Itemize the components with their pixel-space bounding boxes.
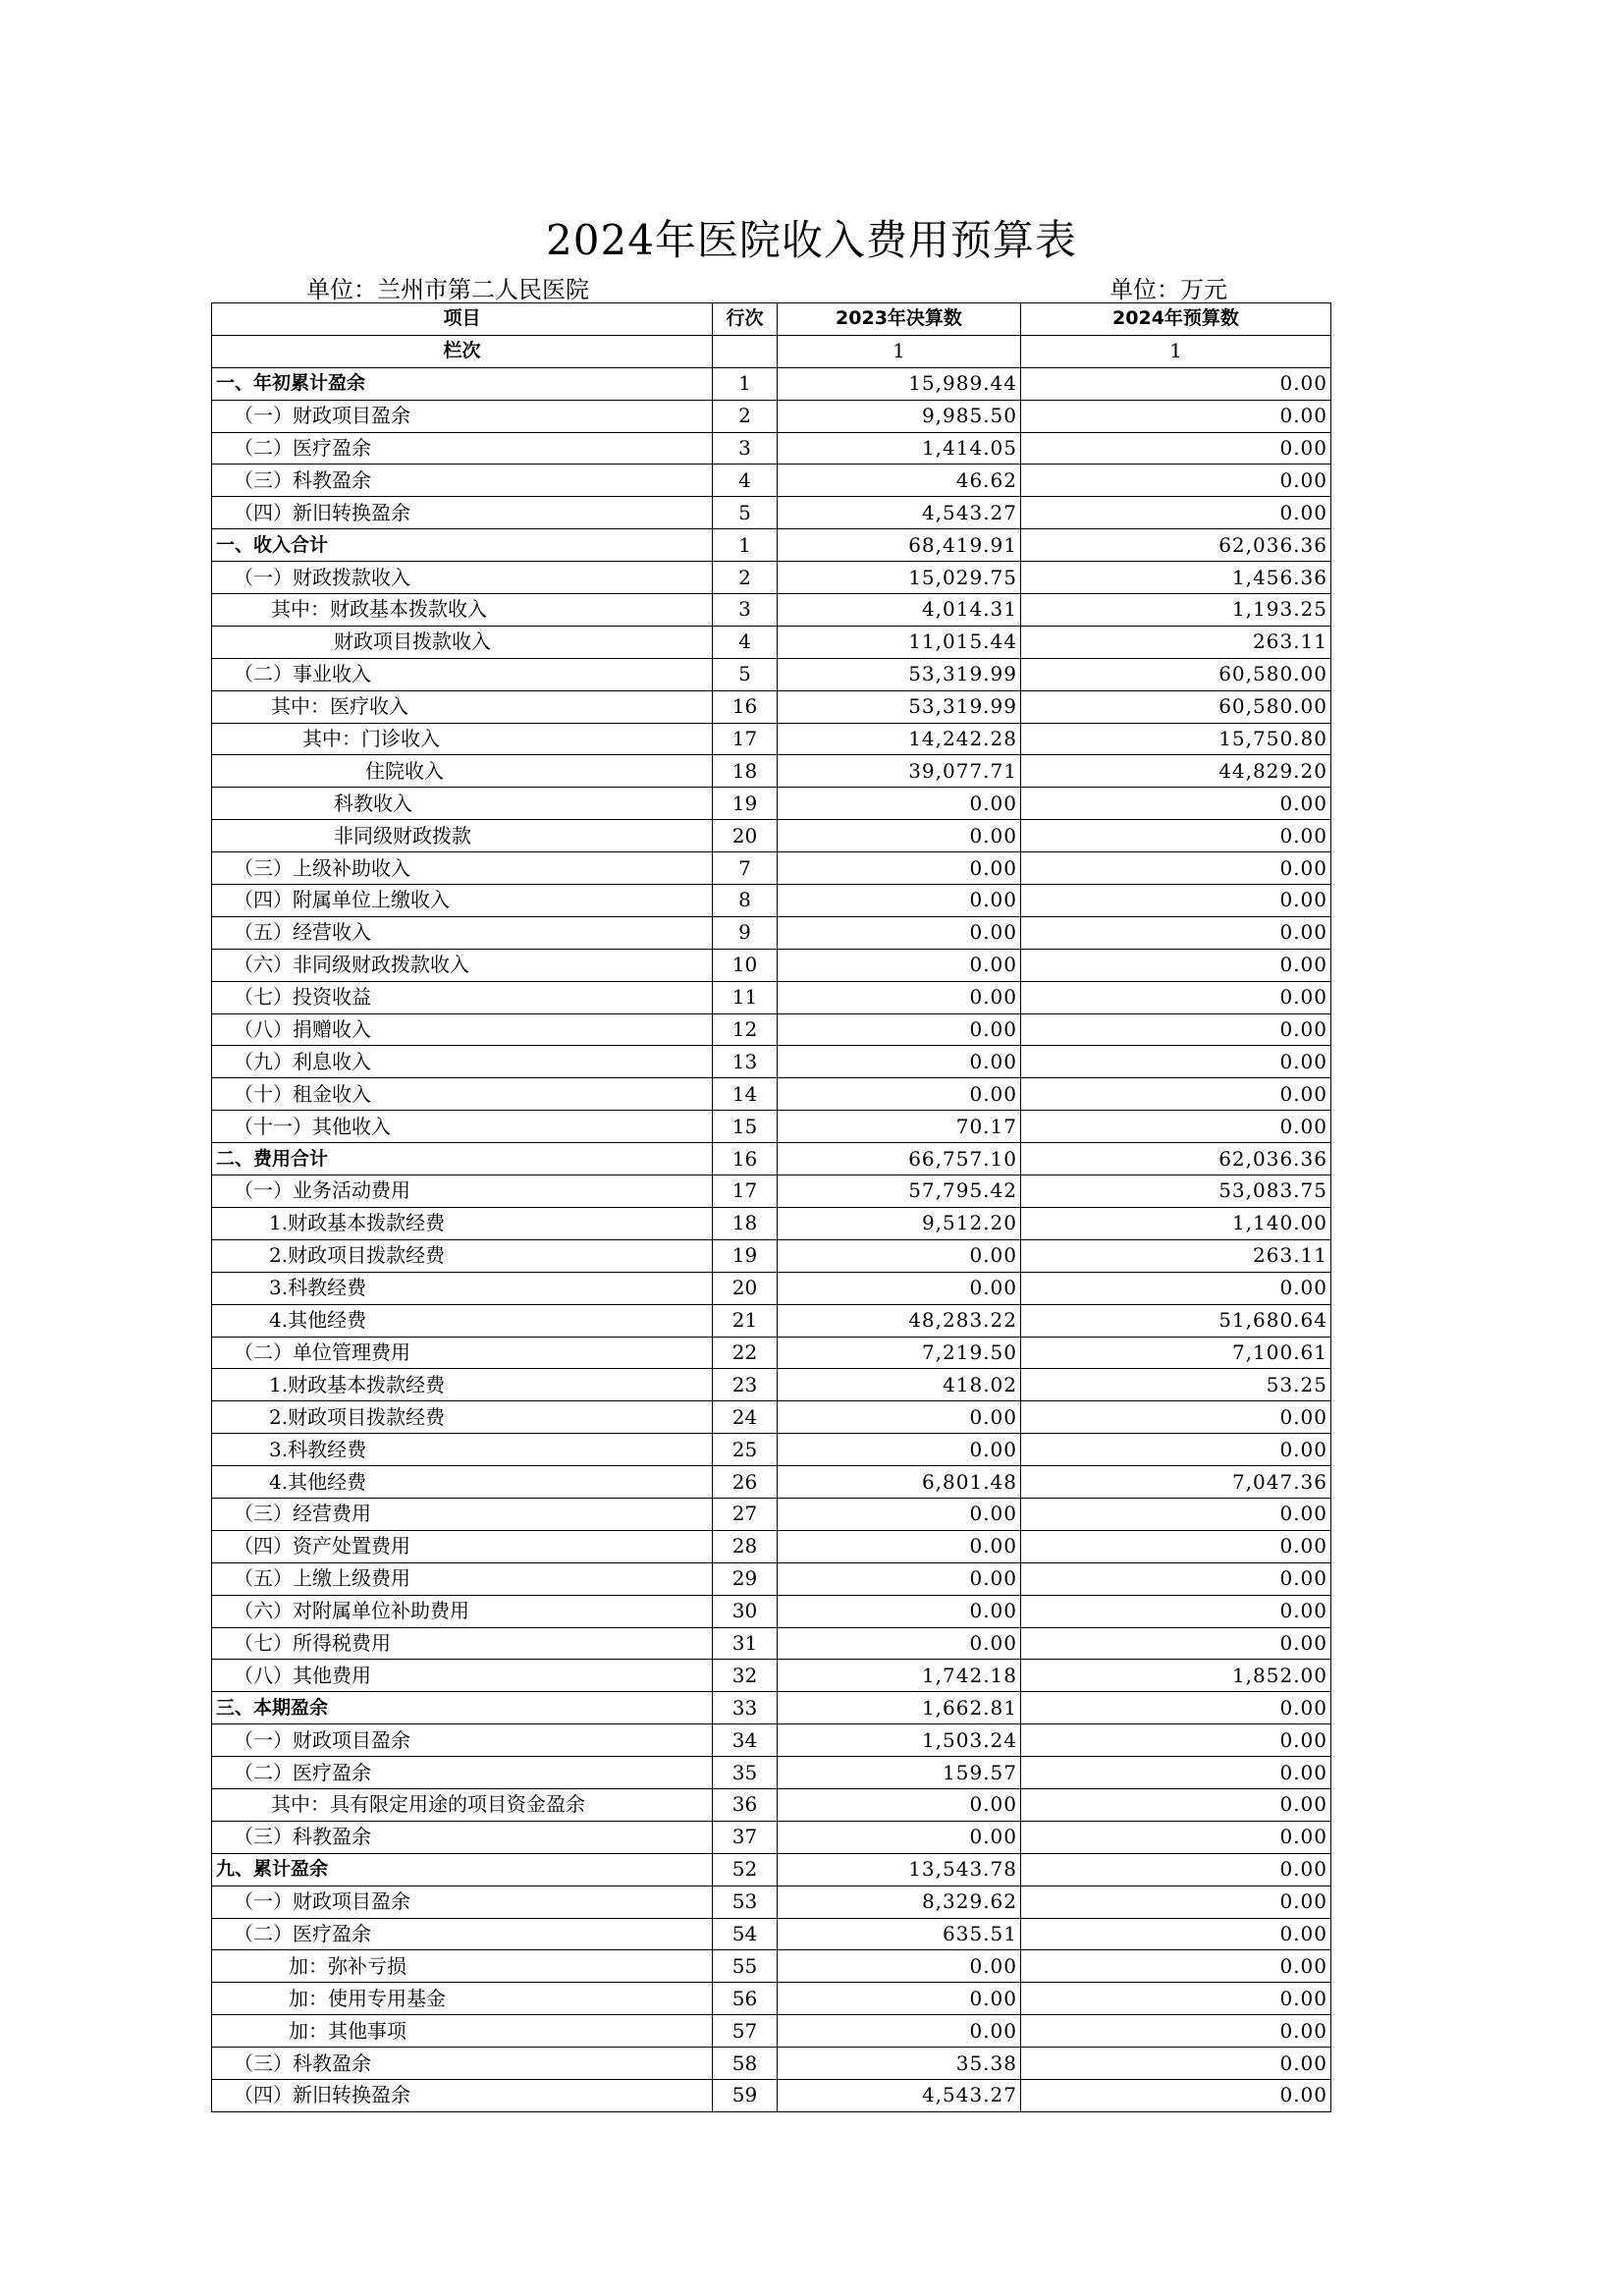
row-value-2023: 1,503.24 [778, 1724, 1021, 1757]
row-item-name: （三）科教盈余 [212, 2048, 713, 2080]
table-row [212, 2048, 1331, 2080]
row-value-2024: 0.00 [1021, 465, 1331, 497]
row-value-2024: 0.00 [1021, 1853, 1331, 1886]
row-item-name: （四）附属单位上缴收入 [212, 885, 713, 917]
row-value-2024: 263.11 [1021, 1239, 1331, 1272]
row-line-number: 36 [713, 1788, 778, 1821]
row-item-name: （二）医疗盈余 [212, 432, 713, 465]
row-line-number: 23 [713, 1369, 778, 1401]
row-item-name: 二、费用合计 [212, 1143, 713, 1175]
row-value-2023: 0.00 [778, 788, 1021, 820]
row-value-2023: 14,242.28 [778, 723, 1021, 755]
row-line-number: 5 [713, 497, 778, 529]
row-item-name: 九、累计盈余 [212, 1853, 713, 1886]
row-value-2024: 0.00 [1021, 1886, 1331, 1918]
row-value-2024: 62,036.36 [1021, 529, 1331, 562]
row-item-name: （八）捐赠收入 [212, 1013, 713, 1046]
row-line-number: 8 [713, 885, 778, 917]
table-row [212, 626, 1331, 658]
row-value-2023: 0.00 [778, 820, 1021, 852]
row-item-name: （四）新旧转换盈余 [212, 497, 713, 529]
table-row [212, 1078, 1331, 1111]
row-item-name: （六）非同级财政拨款收入 [212, 949, 713, 981]
row-value-2024: 7,047.36 [1021, 1466, 1331, 1499]
row-item-name: （二）单位管理费用 [212, 1337, 713, 1369]
row-value-2023: 39,077.71 [778, 755, 1021, 788]
row-item-name: 4.其他经费 [212, 1304, 713, 1337]
row-value-2024: 0.00 [1021, 2048, 1331, 2080]
table-row [212, 1111, 1331, 1143]
row-line-number: 2 [713, 562, 778, 594]
row-line-number: 3 [713, 432, 778, 465]
row-item-name: （四）资产处置费用 [212, 1530, 713, 1562]
table-row [212, 949, 1331, 981]
row-value-2023: 13,543.78 [778, 1853, 1021, 1886]
row-value-2024: 62,036.36 [1021, 1143, 1331, 1175]
table-row [212, 916, 1331, 949]
row-line-number: 10 [713, 949, 778, 981]
table-row [212, 658, 1331, 690]
row-item-name: 一、年初累计盈余 [212, 367, 713, 400]
row-value-2024: 7,100.61 [1021, 1337, 1331, 1369]
table-row [212, 1983, 1331, 2015]
row-item-name: （五）经营收入 [212, 916, 713, 949]
row-value-2024: 0.00 [1021, 1498, 1331, 1530]
row-value-2023: 9,512.20 [778, 1207, 1021, 1239]
row-value-2024: 0.00 [1021, 1788, 1331, 1821]
row-value-2023: 35.38 [778, 2048, 1021, 2080]
row-line-number: 33 [713, 1692, 778, 1724]
row-line-number: 3 [713, 594, 778, 627]
row-line-number: 25 [713, 1434, 778, 1466]
row-item-name: （十）租金收入 [212, 1078, 713, 1111]
table-row [212, 2015, 1331, 2048]
header-2024: 2024年预算数 [1021, 303, 1331, 336]
row-item-name: 2.财政项目拨款经费 [212, 1239, 713, 1272]
row-item-name: 加：其他事项 [212, 2015, 713, 2048]
row-value-2024: 0.00 [1021, 981, 1331, 1013]
row-value-2023: 9,985.50 [778, 400, 1021, 432]
row-line-number: 18 [713, 755, 778, 788]
row-value-2023: 0.00 [778, 1434, 1021, 1466]
row-line-number: 16 [713, 1143, 778, 1175]
row-value-2024: 0.00 [1021, 1111, 1331, 1143]
row-item-name: 其中：门诊收入 [212, 723, 713, 755]
row-value-2023: 15,989.44 [778, 367, 1021, 400]
row-item-name: 2.财政项目拨款经费 [212, 1401, 713, 1434]
row-value-2024: 0.00 [1021, 1434, 1331, 1466]
table-row [212, 1918, 1331, 1950]
table-row [212, 465, 1331, 497]
row-value-2023: 1,414.05 [778, 432, 1021, 465]
table-row [212, 1207, 1331, 1239]
row-value-2024: 0.00 [1021, 1627, 1331, 1660]
row-value-2024: 15,750.80 [1021, 723, 1331, 755]
table-row [212, 1013, 1331, 1046]
currency-unit-label: 单位：万元 [1109, 276, 1227, 303]
row-line-number: 19 [713, 788, 778, 820]
row-line-number: 14 [713, 1078, 778, 1111]
row-item-name: 3.科教经费 [212, 1272, 713, 1304]
row-line-number: 32 [713, 1660, 778, 1692]
row-value-2024: 0.00 [1021, 432, 1331, 465]
row-line-number: 57 [713, 2015, 778, 2048]
row-item-name: （一）财政项目盈余 [212, 400, 713, 432]
table-row [212, 1627, 1331, 1660]
table-row [212, 594, 1331, 627]
subheader-line [713, 335, 778, 367]
header-item: 项目 [212, 303, 713, 336]
table-row [212, 1950, 1331, 1983]
row-value-2023: 68,419.91 [778, 529, 1021, 562]
row-value-2024: 0.00 [1021, 1692, 1331, 1724]
row-value-2024: 0.00 [1021, 1562, 1331, 1595]
row-line-number: 4 [713, 465, 778, 497]
row-item-name: 科教收入 [212, 788, 713, 820]
page-title: 2024年医院收入费用预算表 [546, 216, 1077, 264]
table-row [212, 1724, 1331, 1757]
row-value-2024: 0.00 [1021, 2079, 1331, 2111]
table-row [212, 1401, 1331, 1434]
table-row [212, 755, 1331, 788]
table-row [212, 1692, 1331, 1724]
row-value-2024: 0.00 [1021, 2015, 1331, 2048]
table-row [212, 885, 1331, 917]
row-value-2024: 0.00 [1021, 949, 1331, 981]
row-value-2024: 0.00 [1021, 788, 1331, 820]
row-value-2023: 57,795.42 [778, 1175, 1021, 1208]
row-item-name: （五）上缴上级费用 [212, 1562, 713, 1595]
table-row [212, 1272, 1331, 1304]
row-value-2023: 0.00 [778, 1562, 1021, 1595]
subheader-2024: 1 [1021, 335, 1331, 367]
row-value-2024: 0.00 [1021, 1078, 1331, 1111]
row-item-name: （二）医疗盈余 [212, 1918, 713, 1950]
row-item-name: （三）经营费用 [212, 1498, 713, 1530]
row-value-2024: 0.00 [1021, 497, 1331, 529]
subheader-2023: 1 [778, 335, 1021, 367]
row-line-number: 12 [713, 1013, 778, 1046]
row-value-2023: 0.00 [778, 916, 1021, 949]
row-value-2023: 15,029.75 [778, 562, 1021, 594]
row-line-number: 26 [713, 1466, 778, 1499]
table-row [212, 367, 1331, 400]
row-line-number: 56 [713, 1983, 778, 2015]
row-value-2023: 11,015.44 [778, 626, 1021, 658]
row-value-2023: 0.00 [778, 1401, 1021, 1434]
row-value-2024: 1,852.00 [1021, 1660, 1331, 1692]
row-line-number: 30 [713, 1595, 778, 1627]
table-row [212, 1498, 1331, 1530]
table-row [212, 1046, 1331, 1078]
row-line-number: 16 [713, 690, 778, 723]
row-value-2023: 0.00 [778, 2015, 1021, 2048]
row-value-2023: 53,319.99 [778, 690, 1021, 723]
row-line-number: 15 [713, 1111, 778, 1143]
table-row [212, 723, 1331, 755]
row-line-number: 28 [713, 1530, 778, 1562]
row-line-number: 20 [713, 820, 778, 852]
row-value-2024: 0.00 [1021, 1950, 1331, 1983]
row-item-name: 其中：财政基本拨款收入 [212, 594, 713, 627]
table-subheader-row [212, 335, 1331, 367]
table-row [212, 690, 1331, 723]
row-line-number: 5 [713, 658, 778, 690]
row-item-name: （七）所得税费用 [212, 1627, 713, 1660]
row-item-name: （四）新旧转换盈余 [212, 2079, 713, 2111]
row-value-2024: 1,456.36 [1021, 562, 1331, 594]
row-line-number: 7 [713, 852, 778, 885]
row-value-2023: 0.00 [778, 1530, 1021, 1562]
row-item-name: 加：使用专用基金 [212, 1983, 713, 2015]
row-value-2023: 0.00 [778, 981, 1021, 1013]
row-value-2023: 0.00 [778, 1821, 1021, 1853]
row-line-number: 19 [713, 1239, 778, 1272]
row-item-name: （一）业务活动费用 [212, 1175, 713, 1208]
row-value-2023: 0.00 [778, 1595, 1021, 1627]
row-item-name: （三）上级补助收入 [212, 852, 713, 885]
table-row [212, 2079, 1331, 2111]
row-item-name: （二）事业收入 [212, 658, 713, 690]
table-row [212, 1337, 1331, 1369]
row-line-number: 21 [713, 1304, 778, 1337]
row-value-2024: 0.00 [1021, 1724, 1331, 1757]
row-value-2023: 0.00 [778, 1013, 1021, 1046]
row-line-number: 17 [713, 723, 778, 755]
row-value-2024: 51,680.64 [1021, 1304, 1331, 1337]
row-value-2024: 0.00 [1021, 885, 1331, 917]
row-line-number: 52 [713, 1853, 778, 1886]
budget-table [211, 302, 1331, 2112]
table-row [212, 1143, 1331, 1175]
row-line-number: 4 [713, 626, 778, 658]
row-line-number: 58 [713, 2048, 778, 2080]
row-value-2023: 0.00 [778, 1627, 1021, 1660]
row-value-2023: 8,329.62 [778, 1886, 1021, 1918]
row-item-name: 其中：具有限定用途的项目资金盈余 [212, 1788, 713, 1821]
organization-label: 单位：兰州市第二人民医院 [306, 276, 589, 303]
row-item-name: 非同级财政拨款 [212, 820, 713, 852]
row-value-2023: 48,283.22 [778, 1304, 1021, 1337]
row-value-2023: 46.62 [778, 465, 1021, 497]
row-item-name: （六）对附属单位补助费用 [212, 1595, 713, 1627]
table-row [212, 1595, 1331, 1627]
table-row [212, 1757, 1331, 1789]
row-item-name: 4.其他经费 [212, 1466, 713, 1499]
row-line-number: 2 [713, 400, 778, 432]
row-value-2024: 0.00 [1021, 820, 1331, 852]
row-line-number: 24 [713, 1401, 778, 1434]
row-line-number: 17 [713, 1175, 778, 1208]
row-value-2023: 1,662.81 [778, 1692, 1021, 1724]
row-line-number: 55 [713, 1950, 778, 1983]
row-value-2023: 0.00 [778, 1078, 1021, 1111]
table-row [212, 1821, 1331, 1853]
row-item-name: （三）科教盈余 [212, 465, 713, 497]
row-item-name: 三、本期盈余 [212, 1692, 713, 1724]
table-row [212, 1788, 1331, 1821]
row-item-name: （二）医疗盈余 [212, 1757, 713, 1789]
row-value-2024: 0.00 [1021, 1013, 1331, 1046]
table-header-row [212, 303, 1331, 336]
row-line-number: 29 [713, 1562, 778, 1595]
row-value-2024: 0.00 [1021, 1595, 1331, 1627]
row-value-2024: 0.00 [1021, 1757, 1331, 1789]
row-value-2024: 0.00 [1021, 1918, 1331, 1950]
row-value-2023: 7,219.50 [778, 1337, 1021, 1369]
table-row [212, 1530, 1331, 1562]
table-row [212, 432, 1331, 465]
table-row [212, 1886, 1331, 1918]
row-item-name: 住院收入 [212, 755, 713, 788]
row-item-name: 1.财政基本拨款经费 [212, 1369, 713, 1401]
row-value-2023: 53,319.99 [778, 658, 1021, 690]
row-line-number: 9 [713, 916, 778, 949]
table-row [212, 820, 1331, 852]
row-value-2023: 0.00 [778, 1272, 1021, 1304]
row-value-2023: 418.02 [778, 1369, 1021, 1401]
row-value-2023: 4,014.31 [778, 594, 1021, 627]
table-row [212, 529, 1331, 562]
row-line-number: 59 [713, 2079, 778, 2111]
row-value-2023: 4,543.27 [778, 2079, 1021, 2111]
row-item-name: 一、收入合计 [212, 529, 713, 562]
row-value-2024: 0.00 [1021, 1983, 1331, 2015]
row-line-number: 22 [713, 1337, 778, 1369]
row-value-2023: 70.17 [778, 1111, 1021, 1143]
row-value-2024: 0.00 [1021, 1530, 1331, 1562]
table-row [212, 1175, 1331, 1208]
row-line-number: 13 [713, 1046, 778, 1078]
row-line-number: 1 [713, 367, 778, 400]
row-value-2023: 0.00 [778, 1950, 1021, 1983]
row-value-2024: 0.00 [1021, 1046, 1331, 1078]
row-value-2024: 60,580.00 [1021, 658, 1331, 690]
row-value-2024: 53,083.75 [1021, 1175, 1331, 1208]
row-item-name: 3.科教经费 [212, 1434, 713, 1466]
row-item-name: （一）财政项目盈余 [212, 1886, 713, 1918]
row-value-2024: 0.00 [1021, 1272, 1331, 1304]
row-value-2024: 1,140.00 [1021, 1207, 1331, 1239]
row-item-name: （十一）其他收入 [212, 1111, 713, 1143]
row-value-2023: 4,543.27 [778, 497, 1021, 529]
table-row [212, 788, 1331, 820]
row-line-number: 31 [713, 1627, 778, 1660]
row-value-2024: 0.00 [1021, 916, 1331, 949]
row-value-2024: 0.00 [1021, 400, 1331, 432]
row-item-name: 其中：医疗收入 [212, 690, 713, 723]
row-line-number: 34 [713, 1724, 778, 1757]
subheader-label: 栏次 [212, 335, 713, 367]
row-value-2024: 0.00 [1021, 367, 1331, 400]
row-value-2023: 1,742.18 [778, 1660, 1021, 1692]
row-value-2024: 263.11 [1021, 626, 1331, 658]
table-row [212, 1853, 1331, 1886]
row-line-number: 37 [713, 1821, 778, 1853]
row-item-name: （三）科教盈余 [212, 1821, 713, 1853]
row-value-2023: 0.00 [778, 1498, 1021, 1530]
row-value-2024: 1,193.25 [1021, 594, 1331, 627]
table-row [212, 1369, 1331, 1401]
header-2023: 2023年决算数 [778, 303, 1021, 336]
table-row [212, 1304, 1331, 1337]
row-value-2024: 44,829.20 [1021, 755, 1331, 788]
row-line-number: 35 [713, 1757, 778, 1789]
row-value-2023: 0.00 [778, 885, 1021, 917]
row-value-2024: 0.00 [1021, 1821, 1331, 1853]
row-value-2024: 53.25 [1021, 1369, 1331, 1401]
table-row [212, 1239, 1331, 1272]
row-item-name: （一）财政项目盈余 [212, 1724, 713, 1757]
row-value-2023: 0.00 [778, 1788, 1021, 1821]
row-line-number: 11 [713, 981, 778, 1013]
table-row [212, 400, 1331, 432]
row-item-name: （八）其他费用 [212, 1660, 713, 1692]
row-item-name: 1.财政基本拨款经费 [212, 1207, 713, 1239]
row-value-2023: 0.00 [778, 1046, 1021, 1078]
row-line-number: 27 [713, 1498, 778, 1530]
row-item-name: （七）投资收益 [212, 981, 713, 1013]
row-item-name: 加：弥补亏损 [212, 1950, 713, 1983]
table-row [212, 497, 1331, 529]
table-row [212, 981, 1331, 1013]
row-value-2023: 0.00 [778, 949, 1021, 981]
row-line-number: 53 [713, 1886, 778, 1918]
row-value-2024: 0.00 [1021, 852, 1331, 885]
row-line-number: 20 [713, 1272, 778, 1304]
row-line-number: 1 [713, 529, 778, 562]
table-row [212, 562, 1331, 594]
row-value-2023: 0.00 [778, 852, 1021, 885]
row-value-2023: 6,801.48 [778, 1466, 1021, 1499]
row-value-2023: 0.00 [778, 1983, 1021, 2015]
table-row [212, 1660, 1331, 1692]
table-row [212, 1434, 1331, 1466]
table-row [212, 1562, 1331, 1595]
row-item-name: （九）利息收入 [212, 1046, 713, 1078]
row-item-name: （一）财政拨款收入 [212, 562, 713, 594]
row-value-2023: 635.51 [778, 1918, 1021, 1950]
table-row [212, 852, 1331, 885]
row-value-2023: 66,757.10 [778, 1143, 1021, 1175]
table-row [212, 1466, 1331, 1499]
row-value-2024: 0.00 [1021, 1401, 1331, 1434]
row-line-number: 54 [713, 1918, 778, 1950]
row-value-2023: 0.00 [778, 1239, 1021, 1272]
row-item-name: 财政项目拨款收入 [212, 626, 713, 658]
row-value-2023: 159.57 [778, 1757, 1021, 1789]
header-line: 行次 [713, 303, 778, 336]
row-value-2024: 60,580.00 [1021, 690, 1331, 723]
row-line-number: 18 [713, 1207, 778, 1239]
